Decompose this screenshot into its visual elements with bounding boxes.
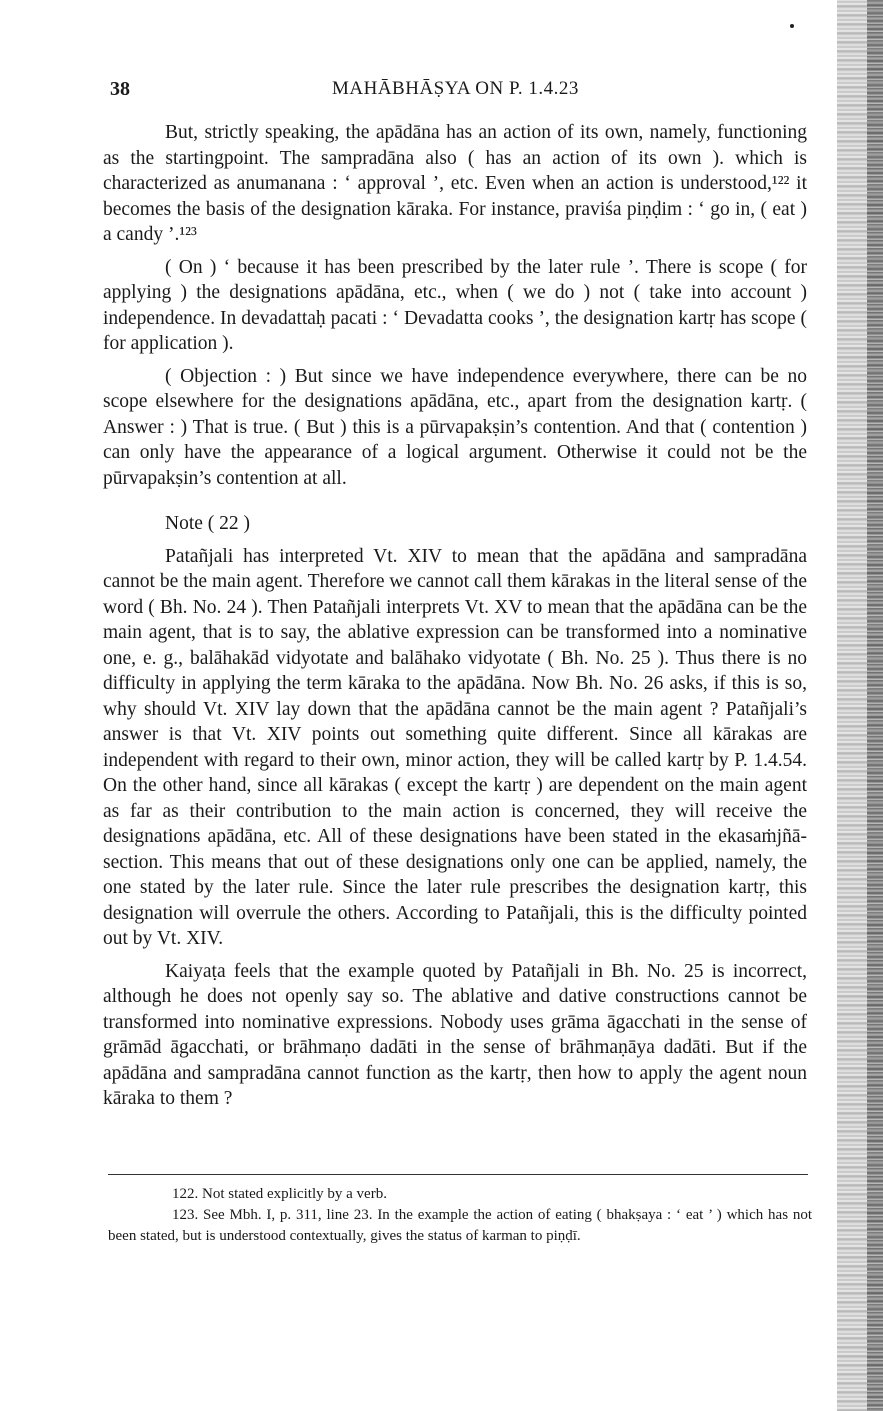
paragraph: ( On ) ‘ because it has been prescribed by the later rule ’. There is scope ( for applying ) the designations apādāna, etc., when ( we do ) not ( take into account ) independence. In devadattaḥ pacati : ‘ Devadatta cooks ’, the designation kartṛ has scope ( for application ). — [103, 256, 807, 354]
page-number: 38 — [110, 78, 130, 100]
paragraph: Patañjali has interpreted Vt. XIV to mean that the apādāna and sampradāna cannot be the main agent. Therefore we cannot call them kārakas in the literal sense of the word ( Bh. No. 24 ). Then Patañjali interprets Vt. XV to mean that the apādāna can be the main agent, that is to say, the ablative expression can be transformed into a nominative one, e. g., balāhakād vidyotate and balāhako vidyotate ( Bh. No. 25 ). Thus there is no difficulty in applying the term kāraka to the apādāna. Now Bh. No. 26 asks, if this is so, why should Vt. XIV lay down that the apādāna cannot be the main agent ? Patañjali’s answer is that Vt. XIV points out something quite different. Since all kārakas are independent with regard to their own, minor action, they will be called kartṛ by P. 1.4.54. On the other hand, since all kārakas ( except the kartṛ ) are dependent on the main agent as far as their contribution to the main action is concerned, they will receive the designations apādāna, etc. All of these designations have been stated in the ekasaṁjñā-section. This means that out of these designations only one can be applied, namely, the one stated by the later rule. Since the later rule prescribes the designation kartṛ, this designation will overrule the others. According to Patañjali, this is the difficulty pointed out by Vt. XIV. — [103, 545, 807, 949]
paragraph: ( Objection : ) But since we have independence everywhere, there can be no scope elsewhere for the designations apādāna, etc., apart from the designation kartṛ. ( Answer : ) That is true. ( But ) this is a pūrvapakṣin’s contention. And that ( contention ) can only have the appearance of a logical argument. Otherwise it could not be the pūrvapakṣin’s contention at all. — [103, 365, 807, 489]
scan-speck — [790, 24, 794, 28]
running-header — [110, 78, 810, 104]
footnotes — [108, 1184, 812, 1247]
footnote-rule — [108, 1174, 808, 1175]
paragraph: Kaiyaṭa feels that the example quoted by Patañjali in Bh. No. 25 is incorrect, although he does not openly say so. The ablative and dative constructions cannot be transformed into nominative expressions. Nobody uses grāma āgacchati in the sense of grāmād āgacchati, or brāhmaṇo dadāti in the sense of brāhmaṇāya dadāti. But if the apādāna and sampradāna cannot function as the kartṛ, then how to apply the agent noun kāraka to them ? — [103, 960, 807, 1109]
footnote: 123. See Mbh. I, p. 311, line 23. In the example the action of eating ( bhakṣaya : ‘ eat ’ ) which has not been stated, but is understood contextually, gives the status of karman to piṇḍī. — [108, 1207, 812, 1244]
page-edge-shadow — [867, 0, 883, 1411]
note-heading: Note ( 22 ) — [165, 513, 251, 534]
running-title: MAHĀBHĀṢYA ON P. 1.4.23 — [332, 78, 579, 99]
paragraph: But, strictly speaking, the apādāna has an action of its own, namely, functioning as the startingpoint. The sampradāna also ( has an action of its own ). which is characterized as anumanana : ‘ approval ’, etc. Even when an action is understood,¹²² it becomes the basis of the designation kāraka. For instance, praviśa piṇḍim : ‘ go in, ( eat ) a candy ’.¹²³ — [103, 122, 807, 245]
footnote: 122. Not stated explicitly by a verb. — [172, 1186, 387, 1202]
main-text — [103, 120, 807, 1112]
